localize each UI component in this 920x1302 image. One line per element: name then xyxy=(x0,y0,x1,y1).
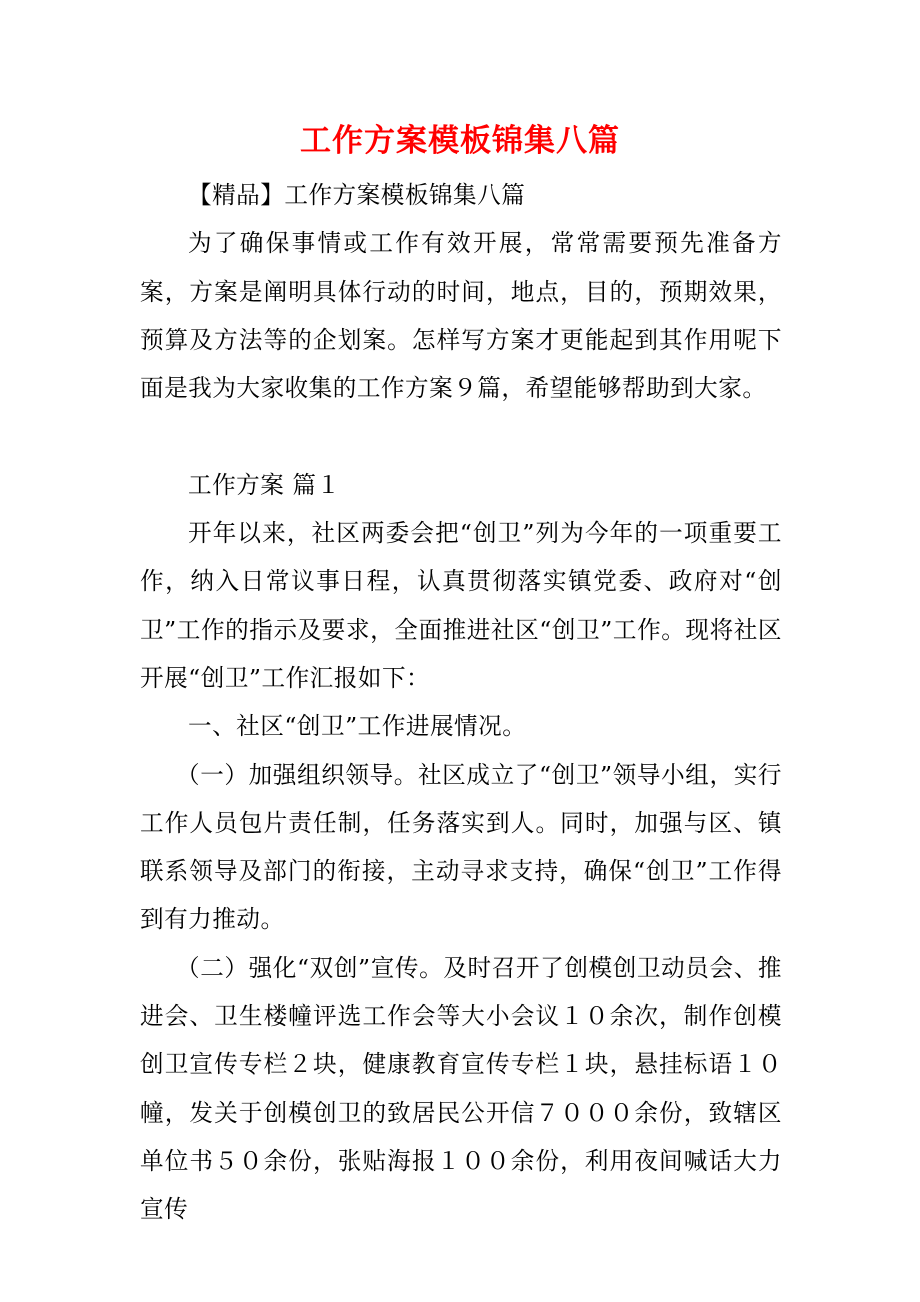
body-paragraph-1: 开年以来，社区两委会把“创卫”列为今年的一项重要工作，纳入日常议事日程，认真贯彻落实镇党委、政府对“创卫”工作的指示及要求，全面推进社区“创卫”工作。现将社区开展“创卫”工作汇报如下： xyxy=(140,519,782,692)
blank-line xyxy=(140,412,782,460)
document-subtitle: 【精品】工作方案模板锦集八篇 xyxy=(188,181,526,209)
document-body xyxy=(140,171,782,1234)
document-title: 工作方案模板锦集八篇 xyxy=(300,123,620,159)
section-heading: 工作方案 篇１ xyxy=(188,470,341,499)
item-heading: 一、社区“创卫”工作进展情况。 xyxy=(188,712,527,741)
item-paragraph-1: （一）加强组织领导。社区成立了“创卫”领导小组，实行工作人员包片责任制，任务落实到人。同时，加强与区、镇联系领导及部门的衔接，主动寻求支持，确保“创卫”工作得到有力推动。 xyxy=(140,760,782,934)
intro-paragraph: 为了确保事情或工作有效开展，常常需要预先准备方案，方案是阐明具体行动的时间，地点，目的，预期效果，预算及方法等的企划案。怎样写方案才更能起到其作用呢下面是我为大家收集的工作方案９篇，希望能够帮助到大家。 xyxy=(140,229,782,403)
item-paragraph-2: （二）强化“双创”宣传。及时召开了创模创卫动员会、推进会、卫生楼幢评选工作会等大小会议１０余次，制作创模创卫宣传专栏２块，健康教育宣传专栏１块，悬挂标语１０幢，发关于创模创卫的致居民公开信７０００余份，致辖区单位书５０余份，张贴海报１００余份，利用夜间喊话大力宣传 xyxy=(140,953,782,1224)
